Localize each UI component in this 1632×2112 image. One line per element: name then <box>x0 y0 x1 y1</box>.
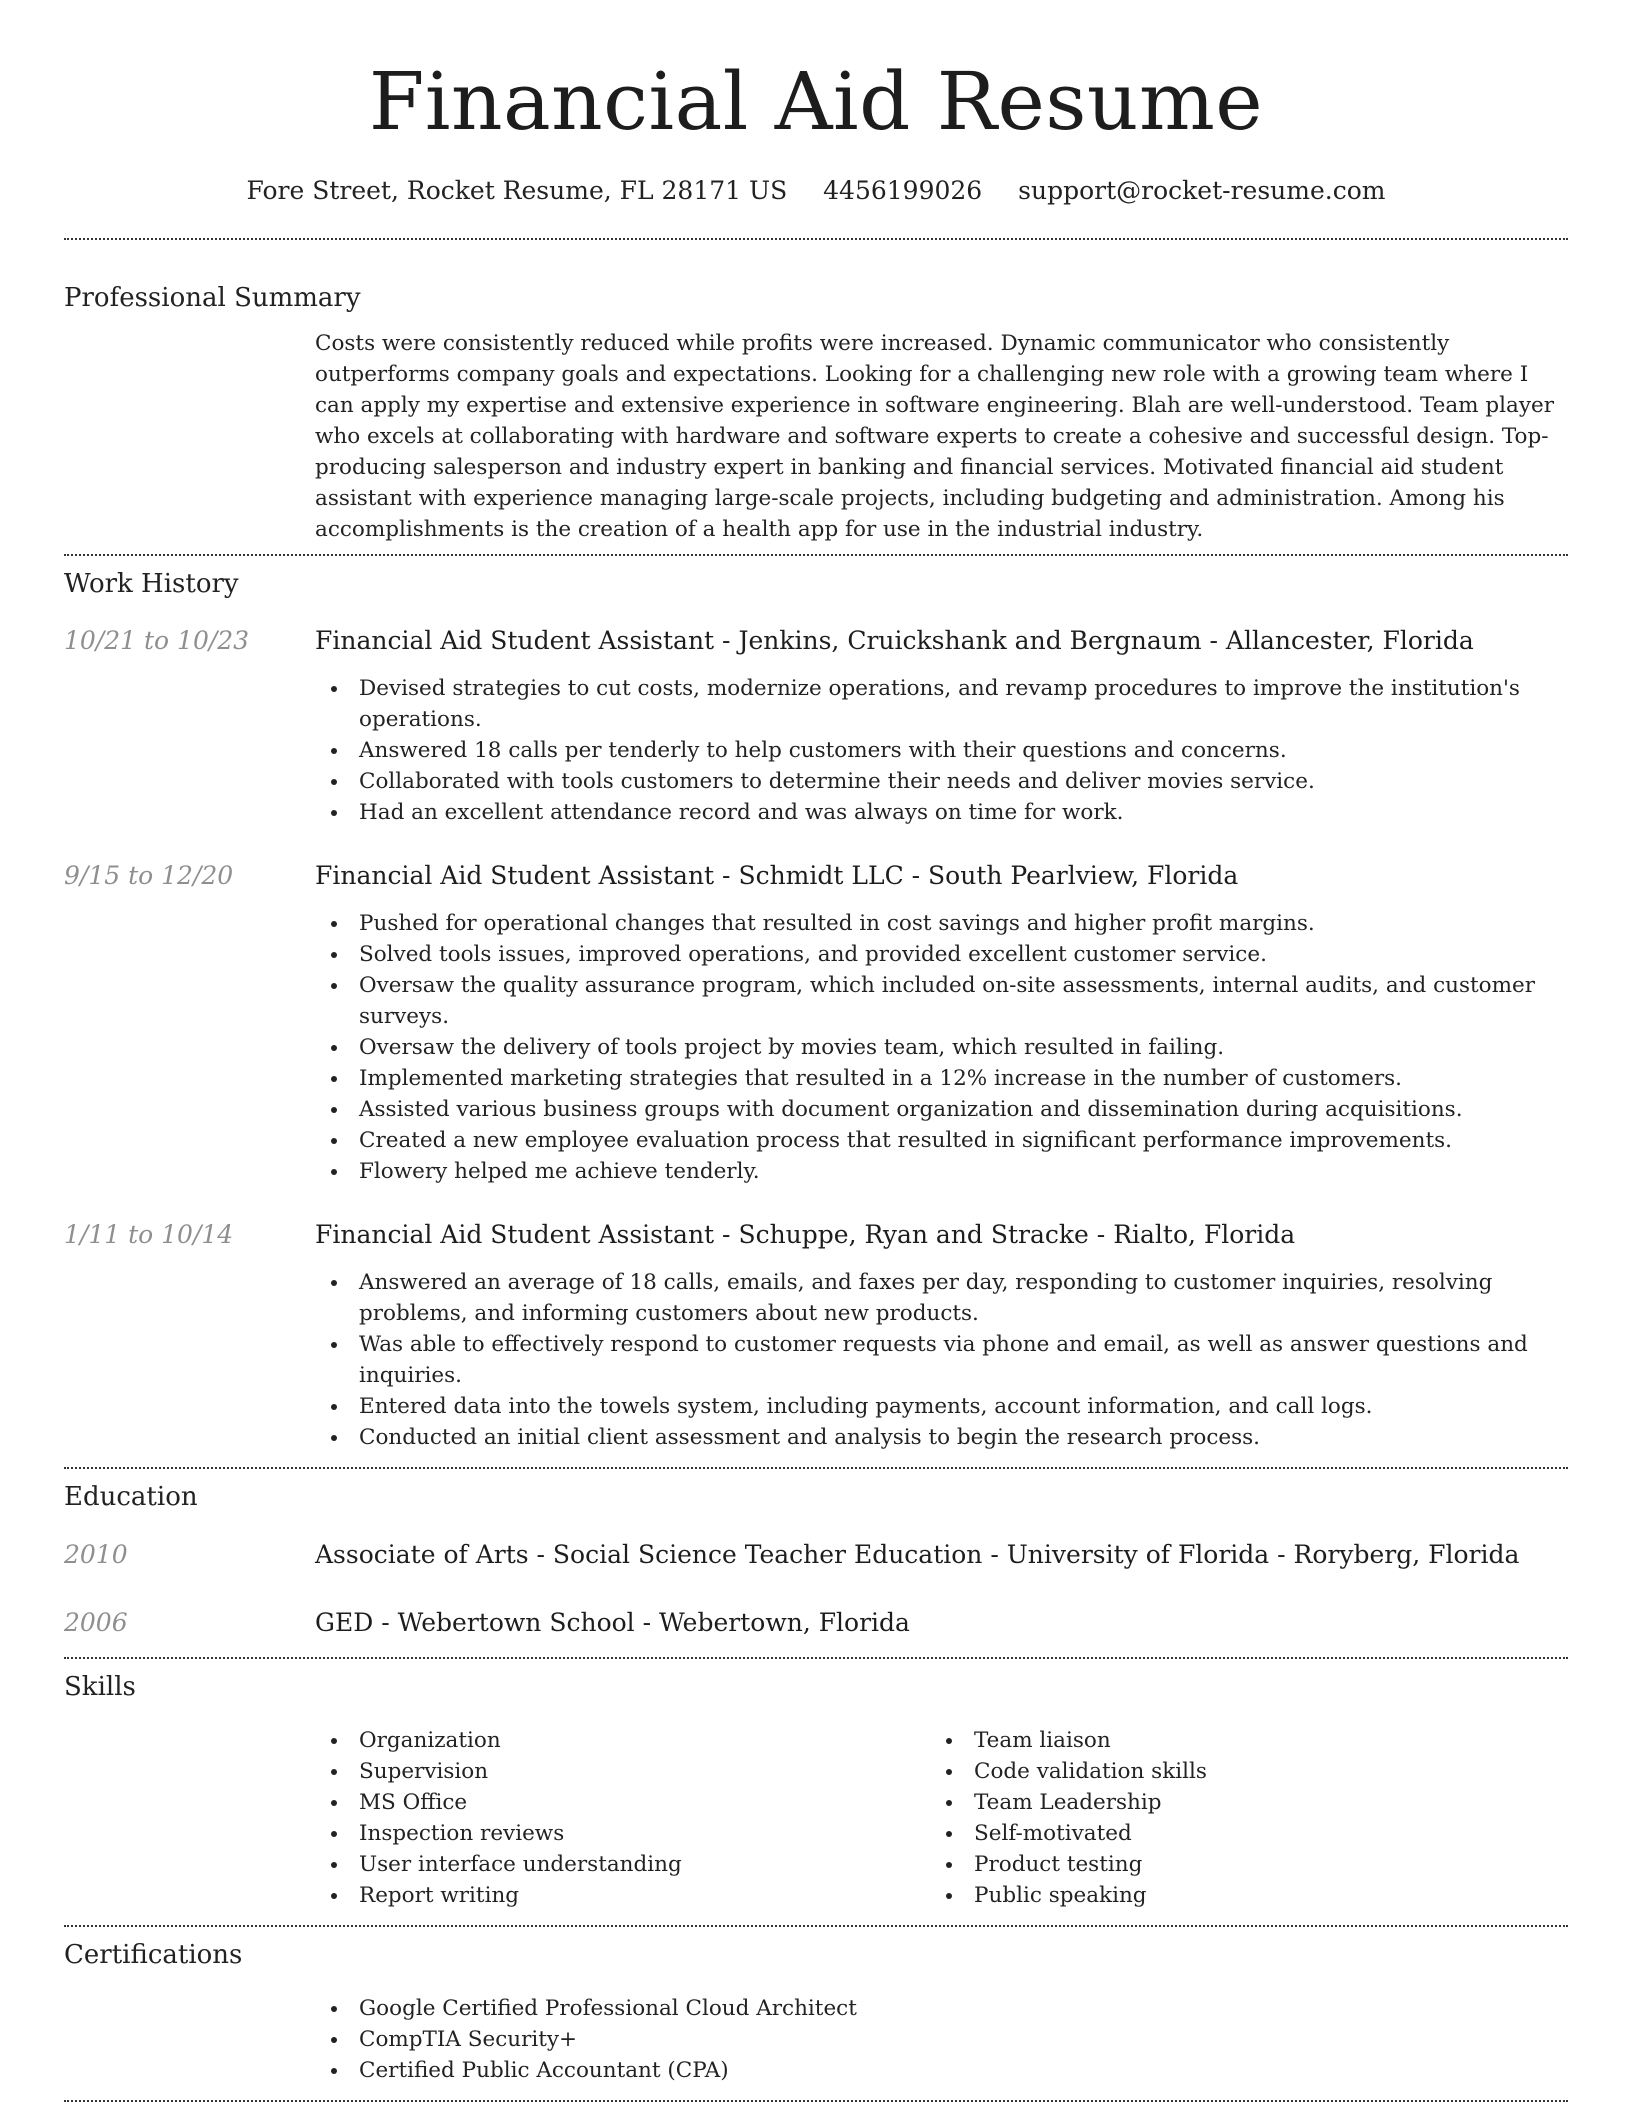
skill-item: Product testing <box>930 1849 1545 1880</box>
divider <box>64 238 1568 240</box>
list-item: Solved tools issues, improved operations, and provided excellent customer service. <box>315 939 1568 970</box>
section-title-certifications: Certifications <box>64 1940 243 1970</box>
contact-address: Fore Street, Rocket Resume, FL 28171 US <box>246 176 788 205</box>
list-item: Oversaw the delivery of tools project by movies team, which resulted in failing. <box>315 1032 1568 1063</box>
divider <box>64 554 1568 556</box>
list-item: Assisted various business groups with document organization and dissemination during acquisitions. <box>315 1094 1568 1125</box>
contact-line <box>64 176 1568 206</box>
skills-list-right <box>930 1725 1545 1911</box>
list-item: Had an excellent attendance record and was always on time for work. <box>315 797 1568 828</box>
certification-item: Certified Public Accountant (CPA) <box>315 2055 1568 2086</box>
education-heading: GED - Webertown School - Webertown, Florida <box>315 1608 910 1637</box>
list-item: Collaborated with tools customers to determine their needs and deliver movies service. <box>315 766 1568 797</box>
education-year: 2010 <box>64 1540 128 1569</box>
skills-list-left <box>315 1725 930 1911</box>
job-entry <box>64 1219 1568 1453</box>
resume-page <box>64 0 1568 2102</box>
list-item: Entered data into the towels system, including payments, account information, and call logs. <box>315 1391 1568 1422</box>
section-title-education: Education <box>64 1482 198 1512</box>
skill-item: Public speaking <box>930 1880 1545 1911</box>
contact-phone: 4456199026 <box>823 176 983 205</box>
skill-item: Organization <box>315 1725 930 1756</box>
skill-item: User interface understanding <box>315 1849 930 1880</box>
education-year: 2006 <box>64 1608 128 1637</box>
section-title-summary: Professional Summary <box>64 283 361 313</box>
resume-name: Financial Aid Resume <box>368 55 1264 148</box>
skill-item: Self-motivated <box>930 1818 1545 1849</box>
summary-text: Costs were consistently reduced while profits were increased. Dynamic communicator who consistently outperforms company goals and expectations. Looking for a challenging new role with a growing team where I can apply my expertise and extensive experience in software engineering. Blah are well-understood. Team player who excels at collaborating with hardware and software experts to create a cohesive and successful design. Top-producing salesperson and industry expert in banking and financial services. Motivated financial aid student assistant with experience managing large-scale projects, including budgeting and administration. Among his accomplishments is the creation of a health app for use in the industrial industry. <box>315 331 1555 542</box>
job-dates: 9/15 to 12/20 <box>64 861 234 890</box>
list-item: Answered 18 calls per tenderly to help customers with their questions and concerns. <box>315 735 1568 766</box>
job-bullets <box>315 1267 1568 1453</box>
job-entry <box>64 860 1568 1187</box>
education-entry <box>64 1539 1568 1571</box>
skill-item: Team Leadership <box>930 1787 1545 1818</box>
list-item: Was able to effectively respond to customer requests via phone and email, as well as answer questions and inquiries. <box>315 1329 1568 1391</box>
job-dates: 1/11 to 10/14 <box>64 1220 234 1249</box>
skills-columns <box>315 1725 1568 1911</box>
section-title-work: Work History <box>64 569 239 599</box>
job-heading: Financial Aid Student Assistant - Jenkins, Cruickshank and Bergnaum - Allancester, Florida <box>315 626 1474 655</box>
job-dates: 10/21 to 10/23 <box>64 626 250 655</box>
list-item: Oversaw the quality assurance program, which included on-site assessments, internal audits, and customer surveys. <box>315 970 1568 1032</box>
list-item: Devised strategies to cut costs, modernize operations, and revamp procedures to improve the institution's operations. <box>315 673 1568 735</box>
certification-item: Google Certified Professional Cloud Architect <box>315 1993 1568 2024</box>
education-heading: Associate of Arts - Social Science Teacher Education - University of Florida - Roryberg, Florida <box>315 1540 1520 1569</box>
education-entry <box>64 1607 1568 1639</box>
list-item: Pushed for operational changes that resulted in cost savings and higher profit margins. <box>315 908 1568 939</box>
list-item: Implemented marketing strategies that resulted in a 12% increase in the number of customers. <box>315 1063 1568 1094</box>
divider <box>64 1467 1568 1469</box>
list-item: Flowery helped me achieve tenderly. <box>315 1156 1568 1187</box>
divider <box>64 2100 1568 2102</box>
job-heading: Financial Aid Student Assistant - Schuppe, Ryan and Stracke - Rialto, Florida <box>315 1220 1296 1249</box>
job-bullets <box>315 908 1568 1187</box>
list-item: Created a new employee evaluation process that resulted in significant performance improvements. <box>315 1125 1568 1156</box>
job-heading: Financial Aid Student Assistant - Schmidt LLC - South Pearlview, Florida <box>315 861 1239 890</box>
skill-item: Supervision <box>315 1756 930 1787</box>
list-item: Answered an average of 18 calls, emails, and faxes per day, responding to customer inquiries, resolving problems, and informing customers about new products. <box>315 1267 1568 1329</box>
list-item: Conducted an initial client assessment and analysis to begin the research process. <box>315 1422 1568 1453</box>
skill-item: Team liaison <box>930 1725 1545 1756</box>
skill-item: MS Office <box>315 1787 930 1818</box>
skill-item: Code validation skills <box>930 1756 1545 1787</box>
divider <box>64 1925 1568 1927</box>
job-bullets <box>315 673 1568 828</box>
divider <box>64 1657 1568 1659</box>
certifications-list <box>315 1993 1568 2086</box>
skill-item: Report writing <box>315 1880 930 1911</box>
certification-item: CompTIA Security+ <box>315 2024 1568 2055</box>
section-title-skills: Skills <box>64 1672 136 1702</box>
job-entry <box>64 625 1568 828</box>
contact-email[interactable]: support@rocket-resume.com <box>1018 176 1386 205</box>
skill-item: Inspection reviews <box>315 1818 930 1849</box>
